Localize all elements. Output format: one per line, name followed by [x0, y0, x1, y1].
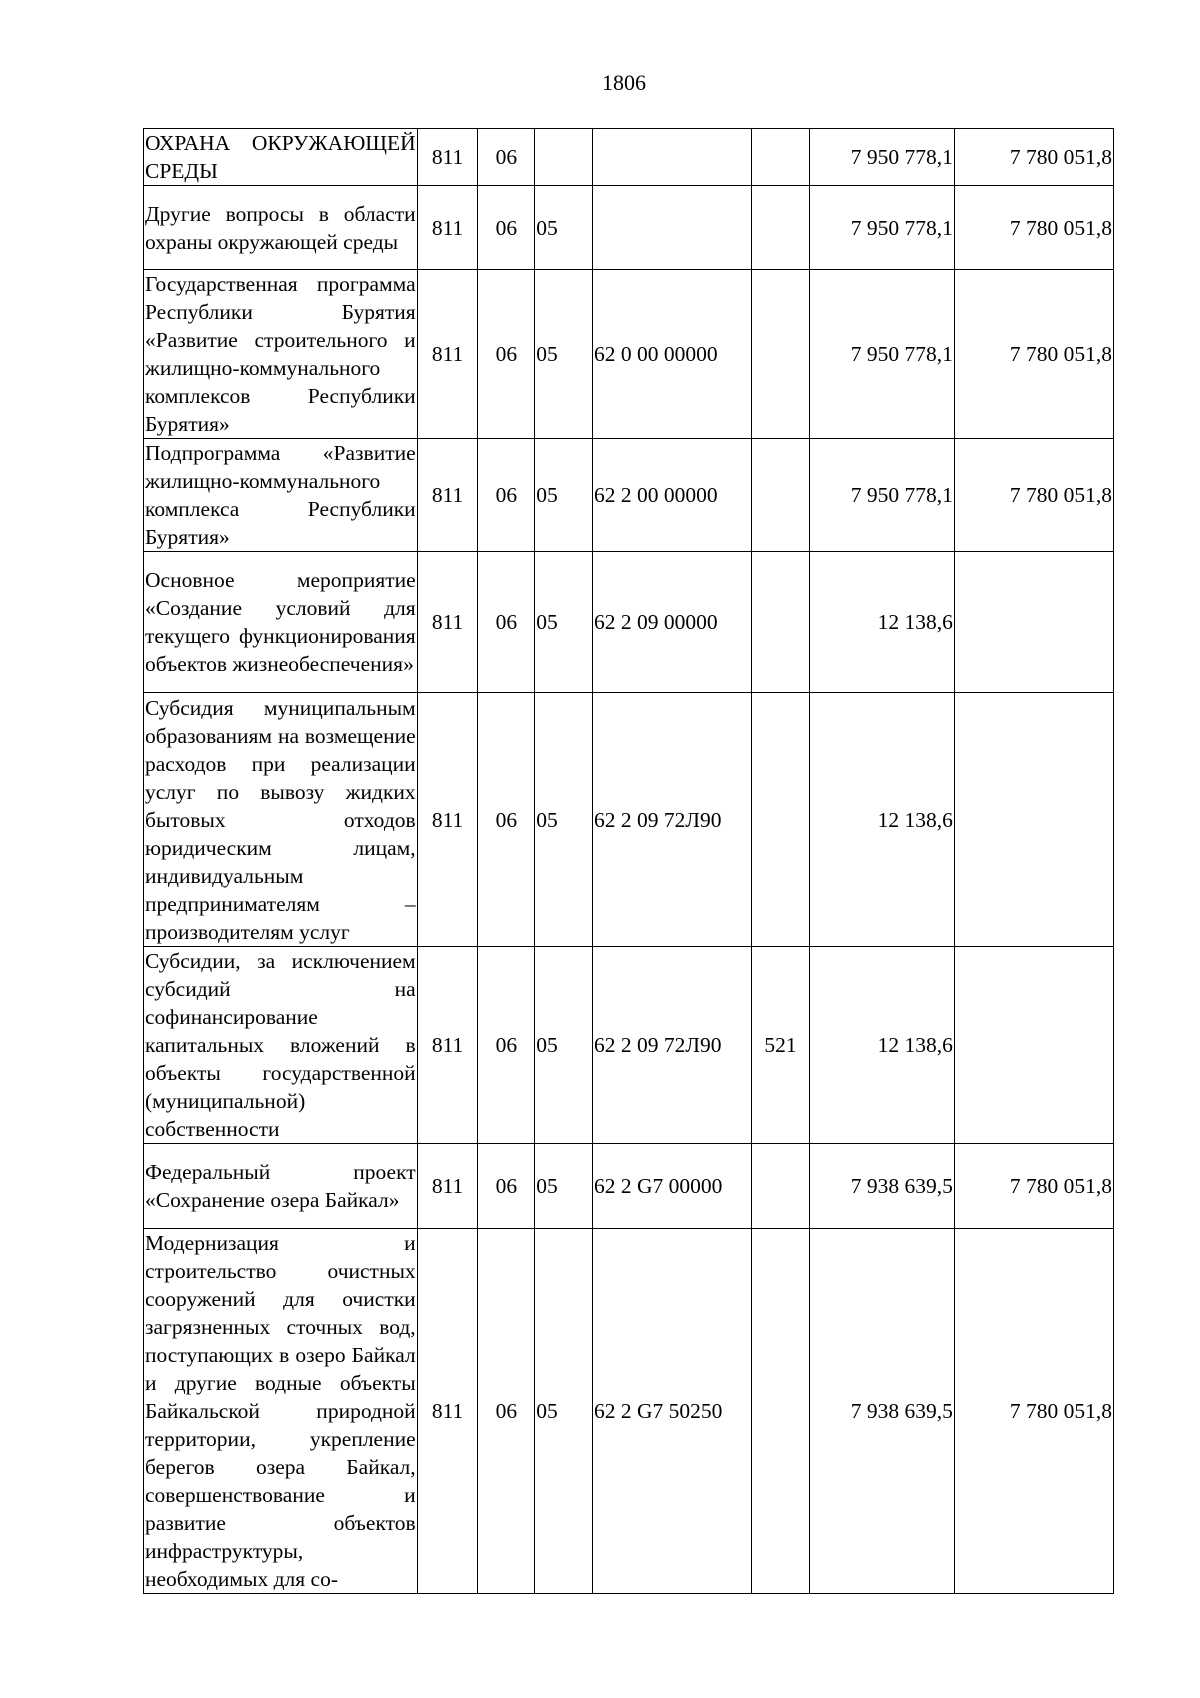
subsection-code: 05: [535, 270, 593, 439]
ved-code: 811: [417, 693, 478, 947]
amount-2: 7 780 051,8: [954, 186, 1113, 270]
amount-2: 7 780 051,8: [954, 270, 1113, 439]
amount-2: 7 780 051,8: [954, 439, 1113, 552]
row-name: Основное мероприятие «Создание условий для текущего функционирования объектов жизнеобеспечения»: [144, 552, 418, 693]
amount-1: 12 138,6: [809, 947, 954, 1144]
section-code: 06: [478, 552, 535, 693]
section-code: 06: [478, 1229, 535, 1594]
ved-code: 811: [417, 947, 478, 1144]
subsection-code: 05: [535, 439, 593, 552]
amount-2: 7 780 051,8: [954, 1144, 1113, 1229]
row-name: ОХРАНА ОКРУЖАЮЩЕЙ СРЕДЫ: [144, 129, 418, 186]
table-row: [144, 1144, 1114, 1229]
ved-code: 811: [417, 129, 478, 186]
ved-code: 811: [417, 186, 478, 270]
table-row: [144, 693, 1114, 947]
expense-type-code: [752, 552, 810, 693]
target-article-code: 62 2 G7 00000: [592, 1144, 751, 1229]
amount-1: 7 950 778,1: [809, 129, 954, 186]
row-name: Федеральный проект «Сохранение озера Байкал»: [144, 1144, 418, 1229]
section-code: 06: [478, 439, 535, 552]
section-code: 06: [478, 947, 535, 1144]
amount-2: [954, 552, 1113, 693]
target-article-code: [592, 186, 751, 270]
expense-type-code: [752, 270, 810, 439]
amount-2: [954, 947, 1113, 1144]
row-name: Модернизация и строительство очистных сооружений для очистки загрязненных сточных вод, поступающих в озеро Байкал и другие водные объекты Байкальской природной территории, укрепление берегов озера Байкал, совершенствование и развитие объектов инфраструктуры, необходимых для со-: [144, 1229, 418, 1594]
section-code: 06: [478, 270, 535, 439]
amount-2: [954, 693, 1113, 947]
subsection-code: 05: [535, 1229, 593, 1594]
table-row: [144, 552, 1114, 693]
expense-type-code: [752, 1144, 810, 1229]
table-row: [144, 270, 1114, 439]
target-article-code: 62 0 00 00000: [592, 270, 751, 439]
ved-code: 811: [417, 270, 478, 439]
row-name: Субсидии, за исключением субсидий на софинансирование капитальных вложений в объекты государственной (муниципальной) собственности: [144, 947, 418, 1144]
subsection-code: 05: [535, 1144, 593, 1229]
table-row: [144, 1229, 1114, 1594]
amount-1: 7 950 778,1: [809, 439, 954, 552]
subsection-code: 05: [535, 947, 593, 1144]
row-name: Субсидия муниципальным образованиям на возмещение расходов при реализации услуг по вывозу жидких бытовых отходов юридическим лицам, индивидуальным предпринимателям – производителям услуг: [144, 693, 418, 947]
row-name: Государственная программа Республики Бурятия «Развитие строительного и жилищно-коммунального комплексов Республики Бурятия»: [144, 270, 418, 439]
expense-type-code: [752, 1229, 810, 1594]
expense-type-code: [752, 439, 810, 552]
target-article-code: 62 2 09 72Л90: [592, 693, 751, 947]
table-row: [144, 439, 1114, 552]
target-article-code: [592, 129, 751, 186]
amount-1: 7 950 778,1: [809, 270, 954, 439]
subsection-code: 05: [535, 186, 593, 270]
row-name: Другие вопросы в области охраны окружающей среды: [144, 186, 418, 270]
table-row: [144, 129, 1114, 186]
amount-1: 12 138,6: [809, 693, 954, 947]
table-row: [144, 947, 1114, 1144]
section-code: 06: [478, 693, 535, 947]
subsection-code: 05: [535, 552, 593, 693]
amount-2: 7 780 051,8: [954, 129, 1113, 186]
section-code: 06: [478, 1144, 535, 1229]
ved-code: 811: [417, 439, 478, 552]
section-code: 06: [478, 186, 535, 270]
target-article-code: 62 2 G7 50250: [592, 1229, 751, 1594]
section-code: 06: [478, 129, 535, 186]
amount-2: 7 780 051,8: [954, 1229, 1113, 1594]
target-article-code: 62 2 00 00000: [592, 439, 751, 552]
subsection-code: 05: [535, 693, 593, 947]
page-number: 1806: [602, 70, 646, 95]
expense-type-code: 521: [752, 947, 810, 1144]
budget-table: [143, 128, 1114, 1594]
target-article-code: 62 2 09 72Л90: [592, 947, 751, 1144]
amount-1: 12 138,6: [809, 552, 954, 693]
ved-code: 811: [417, 552, 478, 693]
ved-code: 811: [417, 1144, 478, 1229]
ved-code: 811: [417, 1229, 478, 1594]
expense-type-code: [752, 693, 810, 947]
amount-1: 7 938 639,5: [809, 1144, 954, 1229]
row-name: Подпрограмма «Развитие жилищно-коммунального комплекса Республики Бурятия»: [144, 439, 418, 552]
amount-1: 7 938 639,5: [809, 1229, 954, 1594]
table-row: [144, 186, 1114, 270]
expense-type-code: [752, 129, 810, 186]
subsection-code: [535, 129, 593, 186]
amount-1: 7 950 778,1: [809, 186, 954, 270]
expense-type-code: [752, 186, 810, 270]
target-article-code: 62 2 09 00000: [592, 552, 751, 693]
